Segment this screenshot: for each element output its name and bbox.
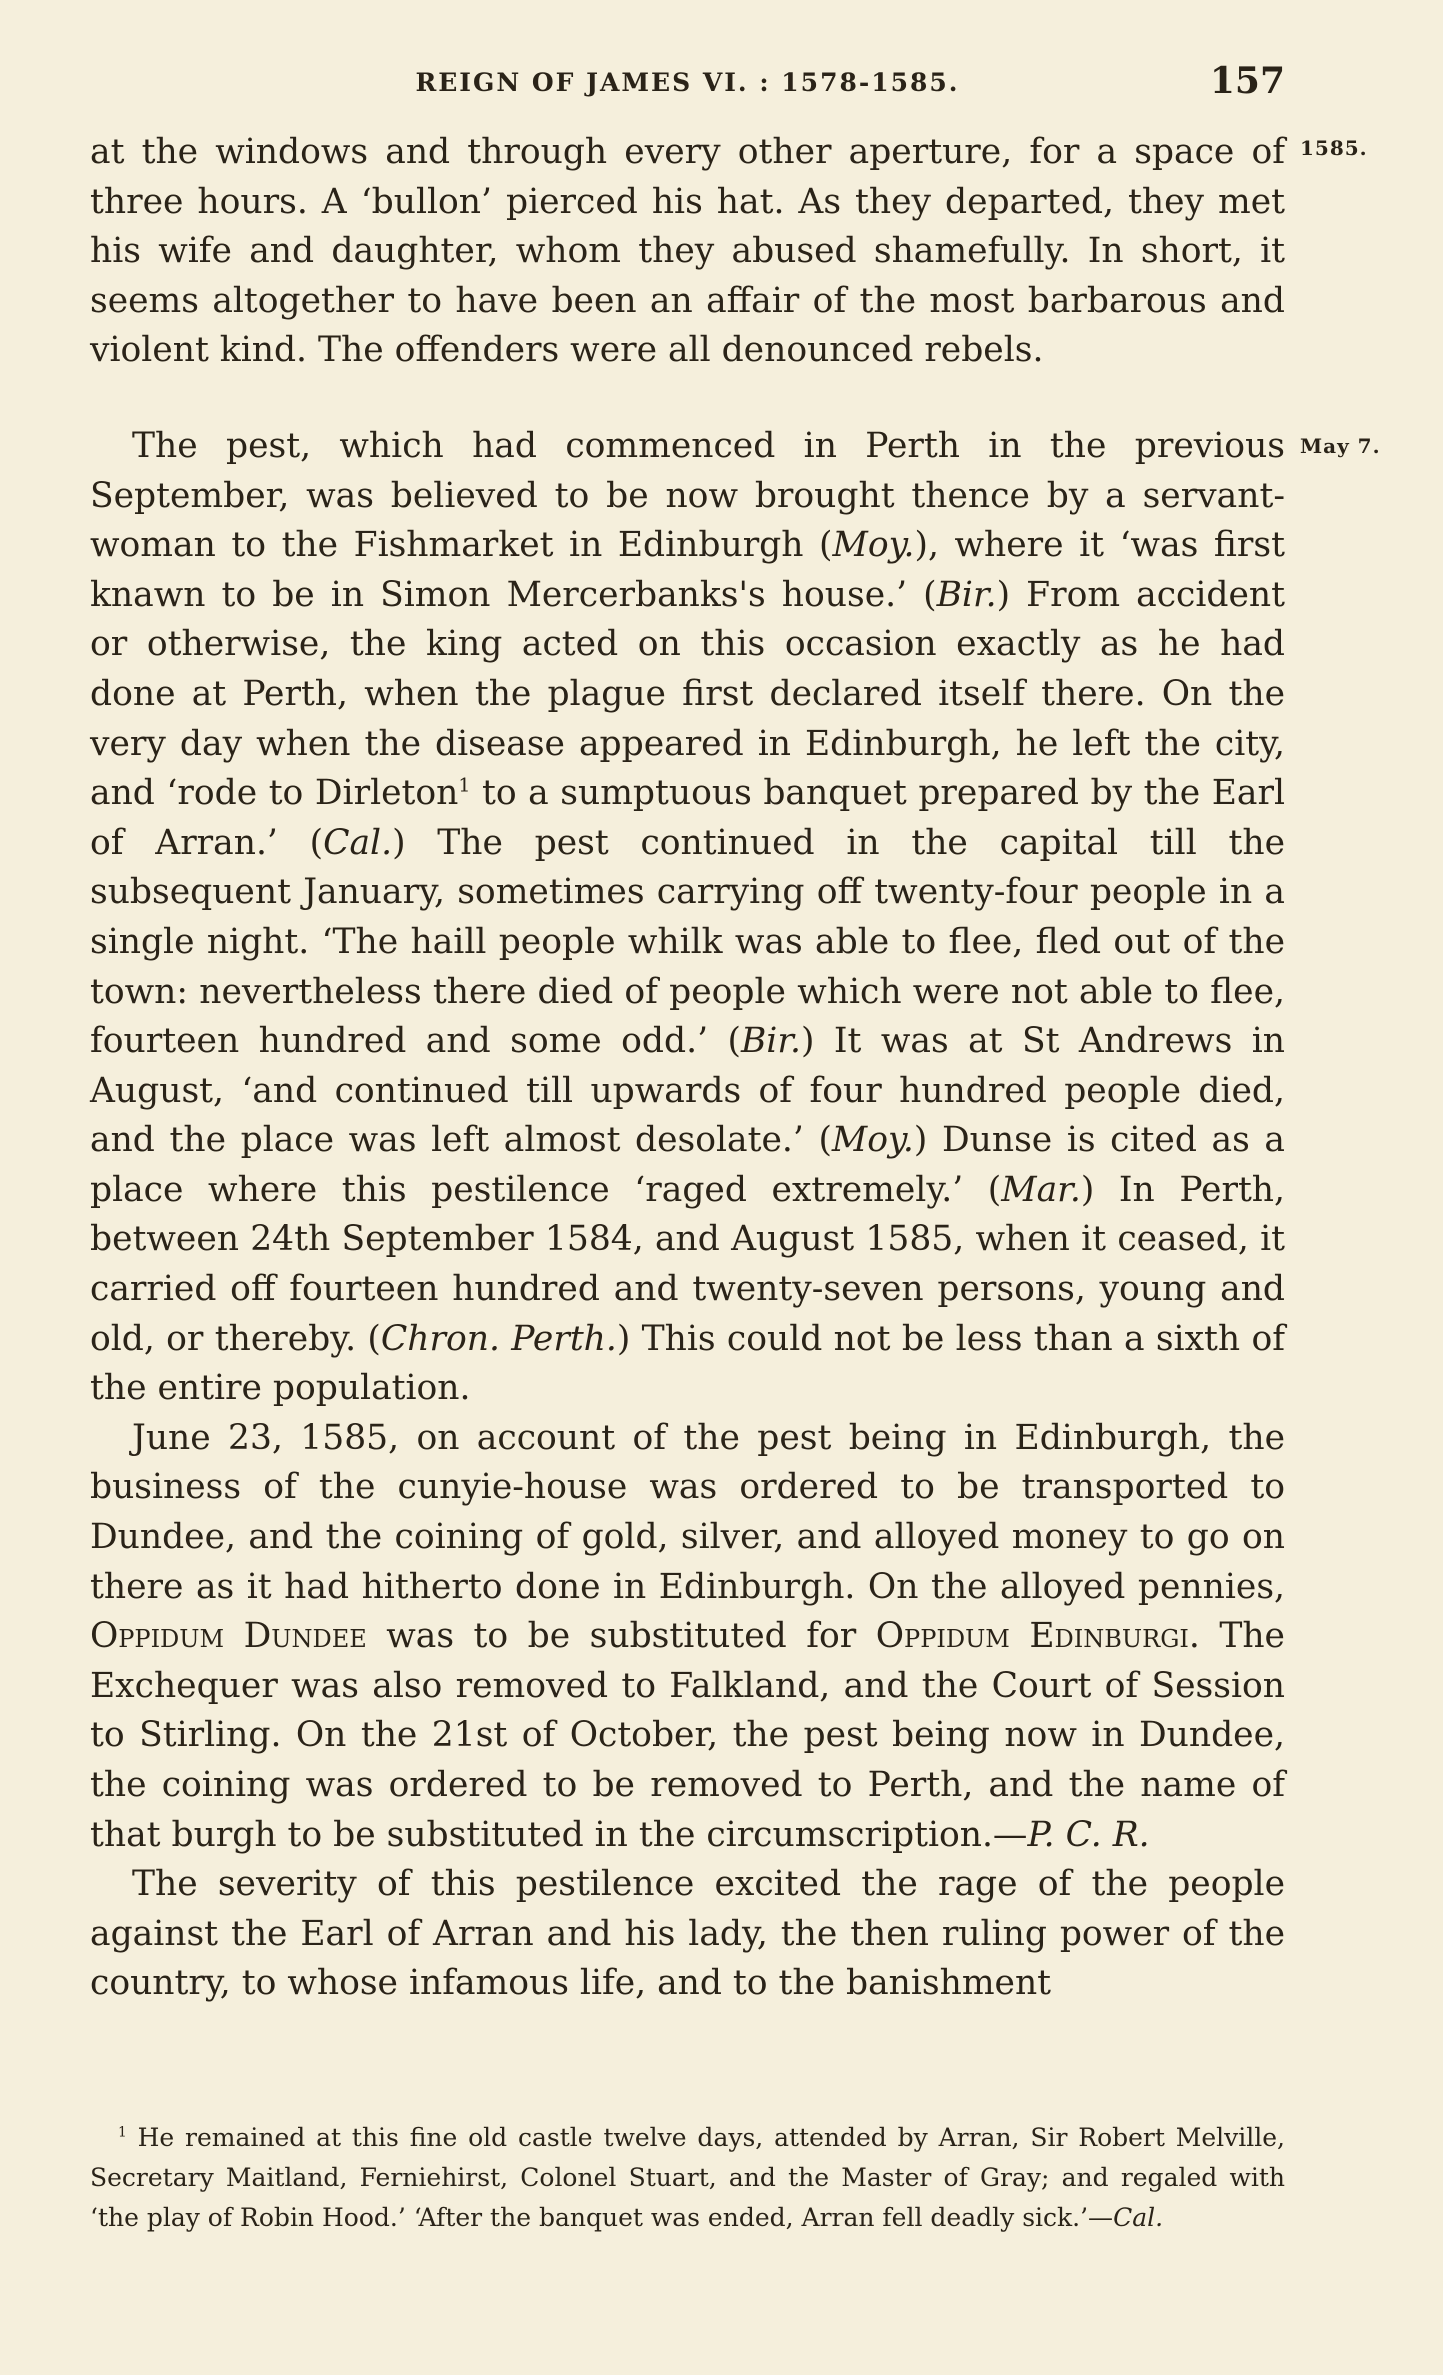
paragraph-2: The pest, which had commenced in Perth in the previous September, was believed to be now brought thence by a servant-woman to the Fishmarket in Edinburgh (Moy.), where it ‘was first knawn to be in Simon Mercerbanks's house.’ (Bir.) From accident or otherwise, the king acted on this occasion exactly as he had done at Perth, when the plague first declared itself there. On the very day when the disease appeared in Edinburgh, he left the city, and ‘rode to Dirleton$^1$ to a sumptuous banquet prepared by the Earl of Arran.’ (Cal.) The pest continued in the capital till the subsequent January, sometimes carrying off twenty-four people in a single night. ‘The haill people whilk was able to flee, fled out of the town: nevertheless there died of people which were not able to flee, fourteen hundred and some odd.’ (Bir.) It was at St Andrews in August, ‘and continued till upwards of four hundred people died, and the place was left almost desolate.’ (Moy.) Dunse is cited as a place where this pestilence ‘raged extremely.’ (Mar.) In Perth, between 24th September 1584, and August 1585, when it ceased, it carried off fourteen hundred and twenty-seven persons, young and old, or thereby. (Chron. Perth.) This could not be less than a sixth of the entire population.	[90, 425, 1285, 1409]
paragraph-4: The severity of this pestilence excited the rage of the people against the Earl of Arran and his lady, the then ruling power of the country, to whose infamous life, and to the banishment	[90, 1864, 1285, 2004]
margin-note-date: May 7.	[1300, 434, 1381, 458]
margin-note-year: 1585.	[1300, 136, 1368, 160]
footnote-marker: 1	[118, 2124, 127, 2141]
footnote: $^1$ He remained at this fine old castle twelve days, attended by Arran, Sir Robert Melville, Secretary Maitland, Ferniehirst, Colonel Stuart, and the Master of Gray; and regaled with ‘the play of Robin Hood.’ ‘After the banquet was ended, Arran fell deadly sick.’—Cal.	[90, 2123, 1285, 2232]
body-text	[90, 128, 1285, 2009]
paragraph-3: June 23, 1585, on account of the pest being in Edinburgh, the business of the cunyie-house was ordered to be transported to Dundee, and the coining of gold, silver, and alloyed money to go on there as it had hitherto done in Edinburgh. On the alloyed pennies, Oppidum Dundee was to be substituted for Oppidum Edinburgi. The Exchequer was also removed to Falkland, and the Court of Session to Stirling. On the 21st of October, the pest being now in Dundee, the coining was ordered to be removed to Perth, and the name of that burgh to be substituted in the circumscription.—P. C. R.	[90, 1417, 1285, 1855]
paragraph-1: at the windows and through every other aperture, for a space of three hours. A ‘bullon’ pierced his hat. As they departed, they met his wife and daughter, whom they abused shamefully. In short, it seems altogether to have been an affair of the most barbarous and violent kind. The offenders were all denounced rebels.	[90, 132, 1285, 371]
running-title: REIGN OF JAMES VI. : 1578-1585.	[415, 68, 960, 97]
page-header	[90, 60, 1285, 110]
footnote-ref: 1	[458, 774, 471, 797]
page-number: 157	[1209, 60, 1285, 102]
